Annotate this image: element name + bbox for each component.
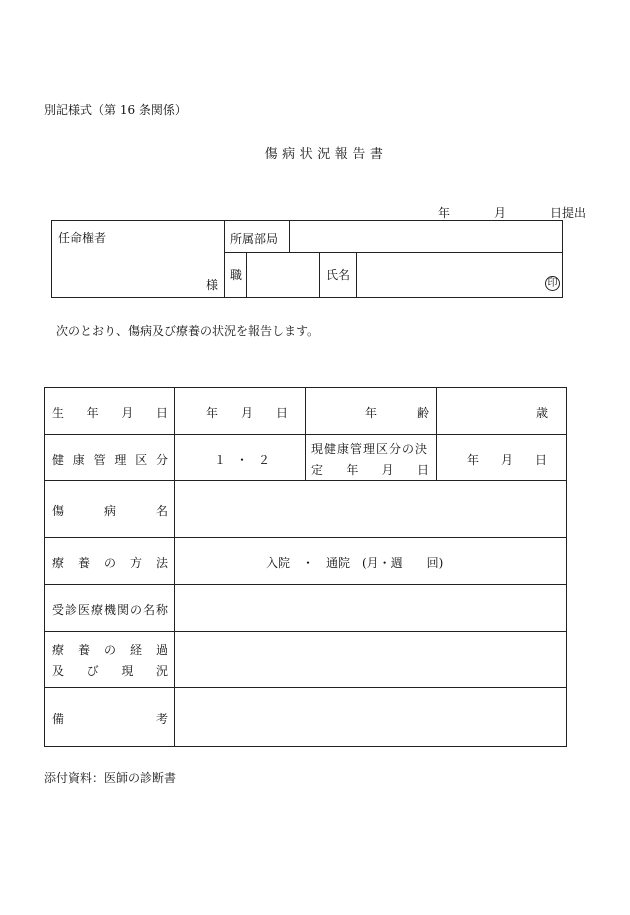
date-year-label: 年 — [437, 206, 450, 220]
intro-text: 次のとおり、傷病及び療養の状況を報告します。 — [56, 324, 320, 338]
disease-name-field[interactable] — [176, 482, 565, 536]
progress-field[interactable] — [176, 633, 565, 686]
seal-mark: 印 — [545, 276, 560, 291]
hospital-label: 受診医療機関の名称 — [52, 603, 170, 617]
age-unit: 歳 — [536, 406, 549, 420]
hospital-field[interactable] — [176, 586, 565, 630]
form-number-label: 別記様式（第 16 条関係） — [44, 103, 187, 117]
decision-date-field[interactable]: 年 月 日 — [467, 453, 547, 467]
remarks-field[interactable] — [176, 689, 565, 745]
name-label: 氏名 — [326, 268, 351, 282]
appointer-label: 任命権者 — [58, 231, 107, 245]
age-label: 年 齢 — [365, 406, 429, 420]
birthdate-label: 生 年 月 日 — [52, 406, 168, 420]
department-label: 所属部局 — [230, 232, 279, 246]
health-class-value[interactable]: １・２ — [214, 453, 281, 467]
treatment-options[interactable]: 入院 ・ 通院 (月・週 回) — [266, 556, 444, 570]
remarks-label: 備 考 — [52, 712, 168, 726]
position-label: 職 — [230, 268, 243, 282]
birthdate-field[interactable]: 年 月 日 — [206, 406, 288, 420]
page-title: 傷病状況報告書 — [264, 147, 388, 162]
submission-date-line — [438, 204, 586, 221]
current-class-decision-label-line2: 定 年 月 日 — [311, 463, 429, 477]
treatment-method-label: 療 養 の 方 法 — [52, 556, 168, 570]
current-class-decision-label-line1: 現健康管理区分の決 — [311, 442, 429, 456]
progress-label-line1: 療 養 の 経 過 — [52, 643, 168, 657]
health-class-label: 健 康 管 理 区 分 — [52, 453, 168, 467]
attachment-note: 添付資料：医師の診断書 — [44, 771, 177, 785]
progress-label-line2: 及 び 現 況 — [52, 664, 168, 678]
position-field[interactable] — [248, 254, 318, 296]
sama-label: 様 — [206, 278, 219, 292]
name-field[interactable] — [358, 254, 538, 296]
department-field[interactable] — [291, 222, 561, 251]
disease-name-label: 傷 病 名 — [52, 504, 168, 518]
date-month-label: 月 — [493, 206, 506, 220]
date-day-submit-label: 日提出 — [549, 206, 586, 220]
